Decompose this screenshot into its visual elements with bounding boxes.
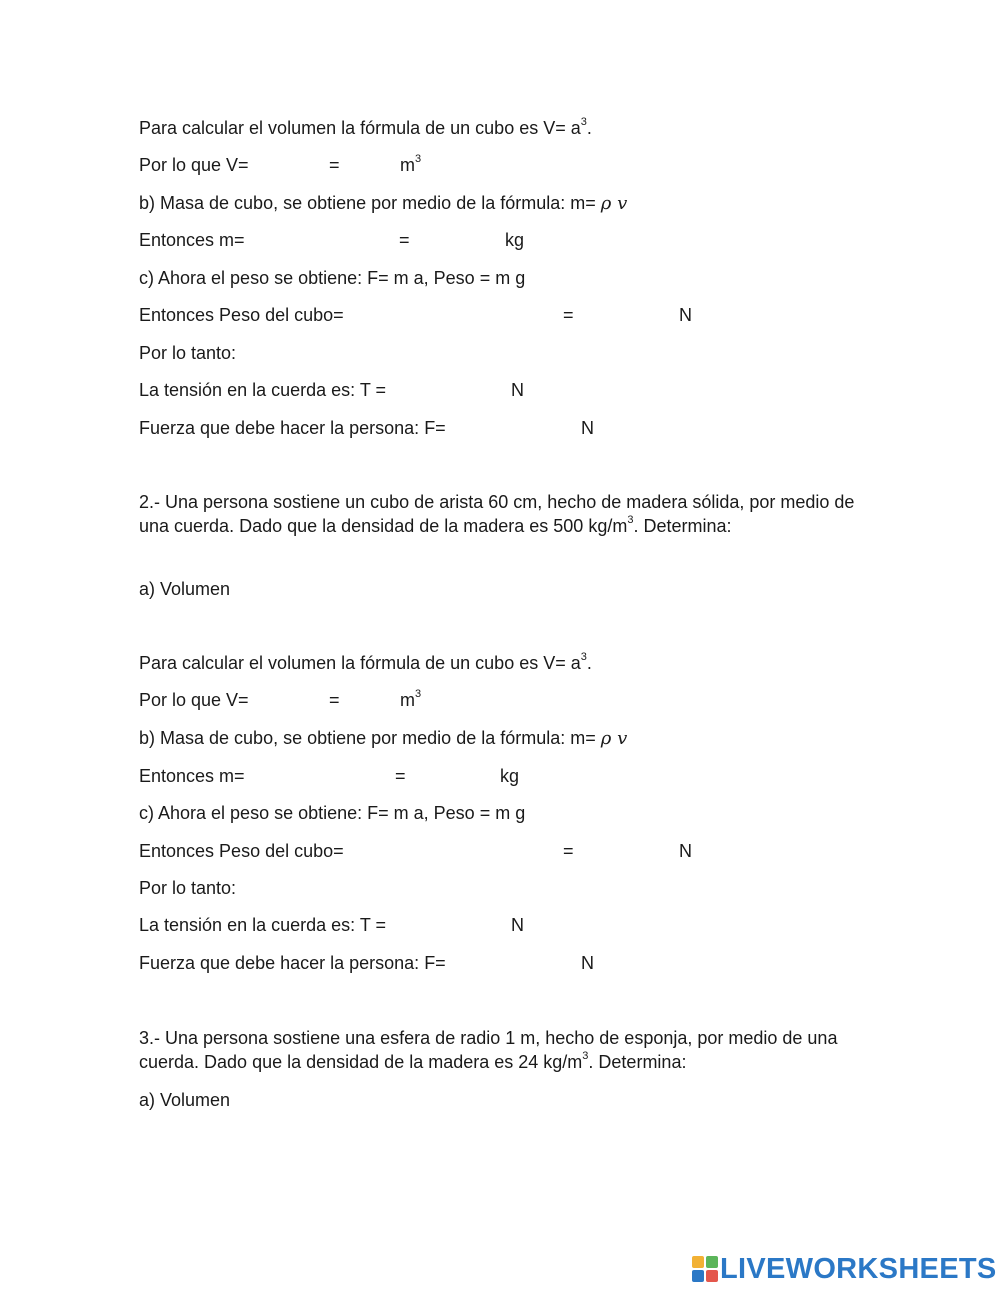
weight-label: Entonces Peso del cubo=	[139, 305, 344, 325]
force-label: Fuerza que debe hacer la persona: F=	[139, 953, 446, 973]
conclusion-label: Por lo tanto:	[139, 343, 237, 363]
mass-label: Entonces m=	[139, 230, 245, 250]
mass-answer-line	[139, 229, 559, 251]
weight-formula-line: c) Ahora el peso se obtiene: F= m a, Peso = m g	[139, 803, 526, 823]
mass-answer-line	[139, 765, 559, 787]
equals-sign: =	[563, 841, 574, 861]
volume-label: Por lo que V=	[139, 155, 249, 175]
mass-label: Entonces m=	[139, 766, 245, 786]
volume-formula-line: Para calcular el volumen la fórmula de un cubo es $V= a^3$.	[139, 651, 592, 673]
volume-answer-line	[139, 689, 539, 711]
tension-label: La tensión en la cuerda es: T =	[139, 380, 387, 400]
force-unit: N	[581, 418, 594, 438]
weight-unit: N	[679, 305, 692, 325]
weight-label: Entonces Peso del cubo=	[139, 841, 344, 861]
force-line	[139, 952, 619, 974]
equals-sign: =	[563, 305, 574, 325]
problem-2-statement: 2.- Una persona sostiene un cubo de arista 60 cm, hecho de madera sólida, por medio de una cuerda. Dado que la densidad de la madera es 500 $kg/m^3$. Determina:	[139, 492, 855, 536]
volume-answer-line	[139, 154, 539, 176]
volume-label: Por lo que V=	[139, 690, 249, 710]
tension-line	[139, 379, 559, 401]
mass-formula-line: b) Masa de cubo, se obtiene por medio de la fórmula: m= ρ v	[139, 193, 628, 214]
weight-answer-line	[139, 840, 719, 862]
equals-sign: =	[329, 155, 340, 175]
force-line	[139, 417, 619, 439]
problem-2-part-a: a) Volumen	[139, 579, 231, 599]
mass-unit: kg	[505, 230, 525, 250]
weight-answer-line	[139, 304, 719, 326]
volume-unit: $m^3$	[400, 688, 422, 710]
problem-3-part-a: a) Volumen	[139, 1090, 231, 1110]
equals-sign: =	[399, 230, 410, 250]
mass-formula-line: b) Masa de cubo, se obtiene por medio de la fórmula: m= ρ v	[139, 728, 628, 749]
mass-unit: kg	[500, 766, 520, 786]
liveworksheets-brand	[692, 1253, 997, 1285]
force-unit: N	[581, 953, 594, 973]
volume-unit: $m^3$	[400, 153, 422, 175]
tension-unit: N	[511, 915, 524, 935]
brand-name: LIVEWORKSHEETS	[720, 1252, 997, 1285]
tension-label: La tensión en la cuerda es: T =	[139, 915, 387, 935]
liveworksheets-logo-icon	[692, 1256, 718, 1282]
equals-sign: =	[395, 766, 406, 786]
rho-v-formula: ρ v	[600, 193, 628, 214]
equals-sign: =	[329, 690, 340, 710]
volume-formula-line: Para calcular el volumen la fórmula de un cubo es $V= a^3$.	[139, 116, 592, 138]
conclusion-label: Por lo tanto:	[139, 878, 237, 898]
weight-unit: N	[679, 841, 692, 861]
tension-line	[139, 914, 559, 936]
tension-unit: N	[511, 380, 524, 400]
weight-formula-line: c) Ahora el peso se obtiene: F= m a, Peso = m g	[139, 268, 526, 288]
rho-v-formula: ρ v	[600, 728, 628, 749]
problem-3-statement: 3.- Una persona sostiene una esfera de radio 1 m, hecho de esponja, por medio de una cuerda. Dado que la densidad de la madera es 24 $kg/m^3$. Determina:	[139, 1028, 838, 1072]
force-label: Fuerza que debe hacer la persona: F=	[139, 418, 446, 438]
